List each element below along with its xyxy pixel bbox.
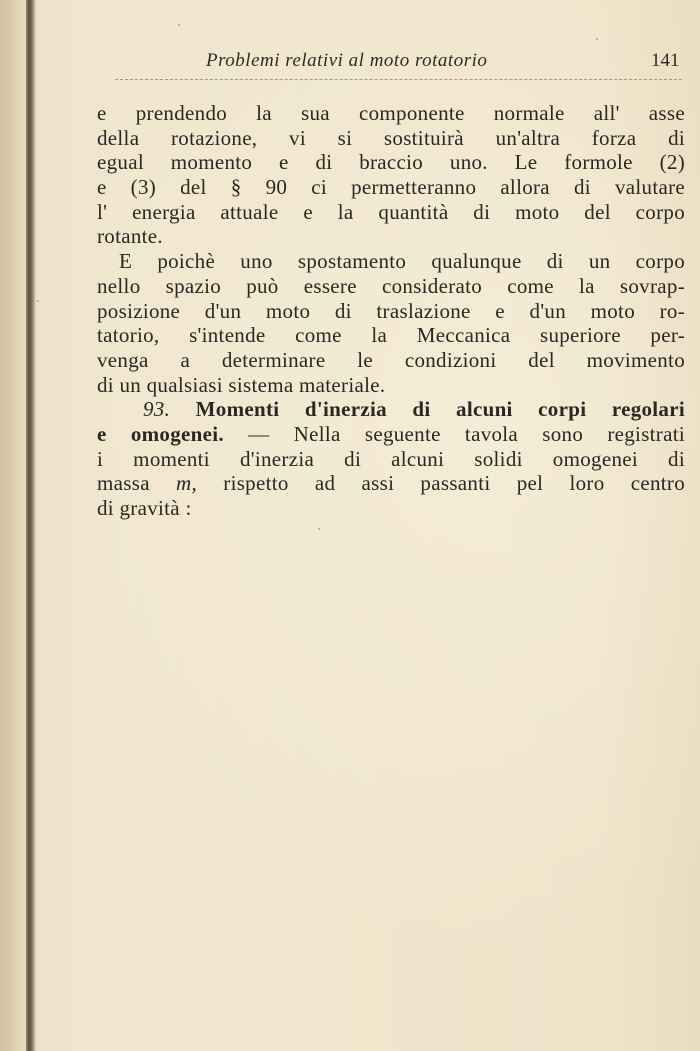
body-text <box>97 101 685 521</box>
text-line: della rotazione, vi si sostituirà un'altra forza di <box>97 125 685 150</box>
page-binding-shadow <box>26 0 36 1051</box>
section-title-continued: e omogenei. <box>97 421 224 446</box>
text-line: E poichè uno spostamento qualunque di un corpo <box>119 249 685 274</box>
section-text: massa <box>97 471 177 496</box>
paper-speck <box>37 300 39 302</box>
paper-speck <box>178 24 180 26</box>
text-line: di gravità : <box>97 496 192 520</box>
text-line: tatorio, s'intende come la Meccanica superiore per- <box>97 323 685 348</box>
text-line: venga a determinare le condizioni del movimento <box>97 347 685 372</box>
text-line: rotante. <box>97 224 163 249</box>
section-text: rispetto ad assi passanti pel loro centro <box>197 471 685 496</box>
page-header <box>0 50 700 76</box>
text-line: nello spazio può essere considerato come la sovrap- <box>97 273 685 298</box>
text-line: egual momento e di braccio uno. Le formole (2) <box>97 150 685 175</box>
text-line: l' energia attuale e la quantità di moto del corpo <box>97 199 685 224</box>
section-heading-line <box>97 397 685 422</box>
header-rule <box>115 79 682 80</box>
text-line: di un qualsiasi sistema materiale. <box>97 372 386 397</box>
section-text: — Nella seguente tavola sono registrati <box>223 421 685 446</box>
paper-speck <box>318 528 320 530</box>
section-number: 93. <box>143 397 171 422</box>
text-line: e prendendo la sua componente normale all' asse <box>97 101 685 125</box>
text-line <box>97 471 685 496</box>
paper-speck <box>596 38 598 40</box>
section-title: Momenti d'inerzia di alcuni corpi regolari <box>195 397 685 422</box>
text-line <box>97 422 685 447</box>
page-number: 141 <box>651 50 680 71</box>
text-line: posizione d'un moto di traslazione e d'un moto ro- <box>97 298 685 323</box>
text-line: e (3) del § 90 ci permetteranno allora di valutare <box>97 175 685 200</box>
running-title: Problemi relativi al moto rotatorio <box>206 50 488 71</box>
variable-m: m, <box>176 471 198 496</box>
text-line: i momenti d'inerzia di alcuni solidi omogenei di <box>97 446 685 471</box>
